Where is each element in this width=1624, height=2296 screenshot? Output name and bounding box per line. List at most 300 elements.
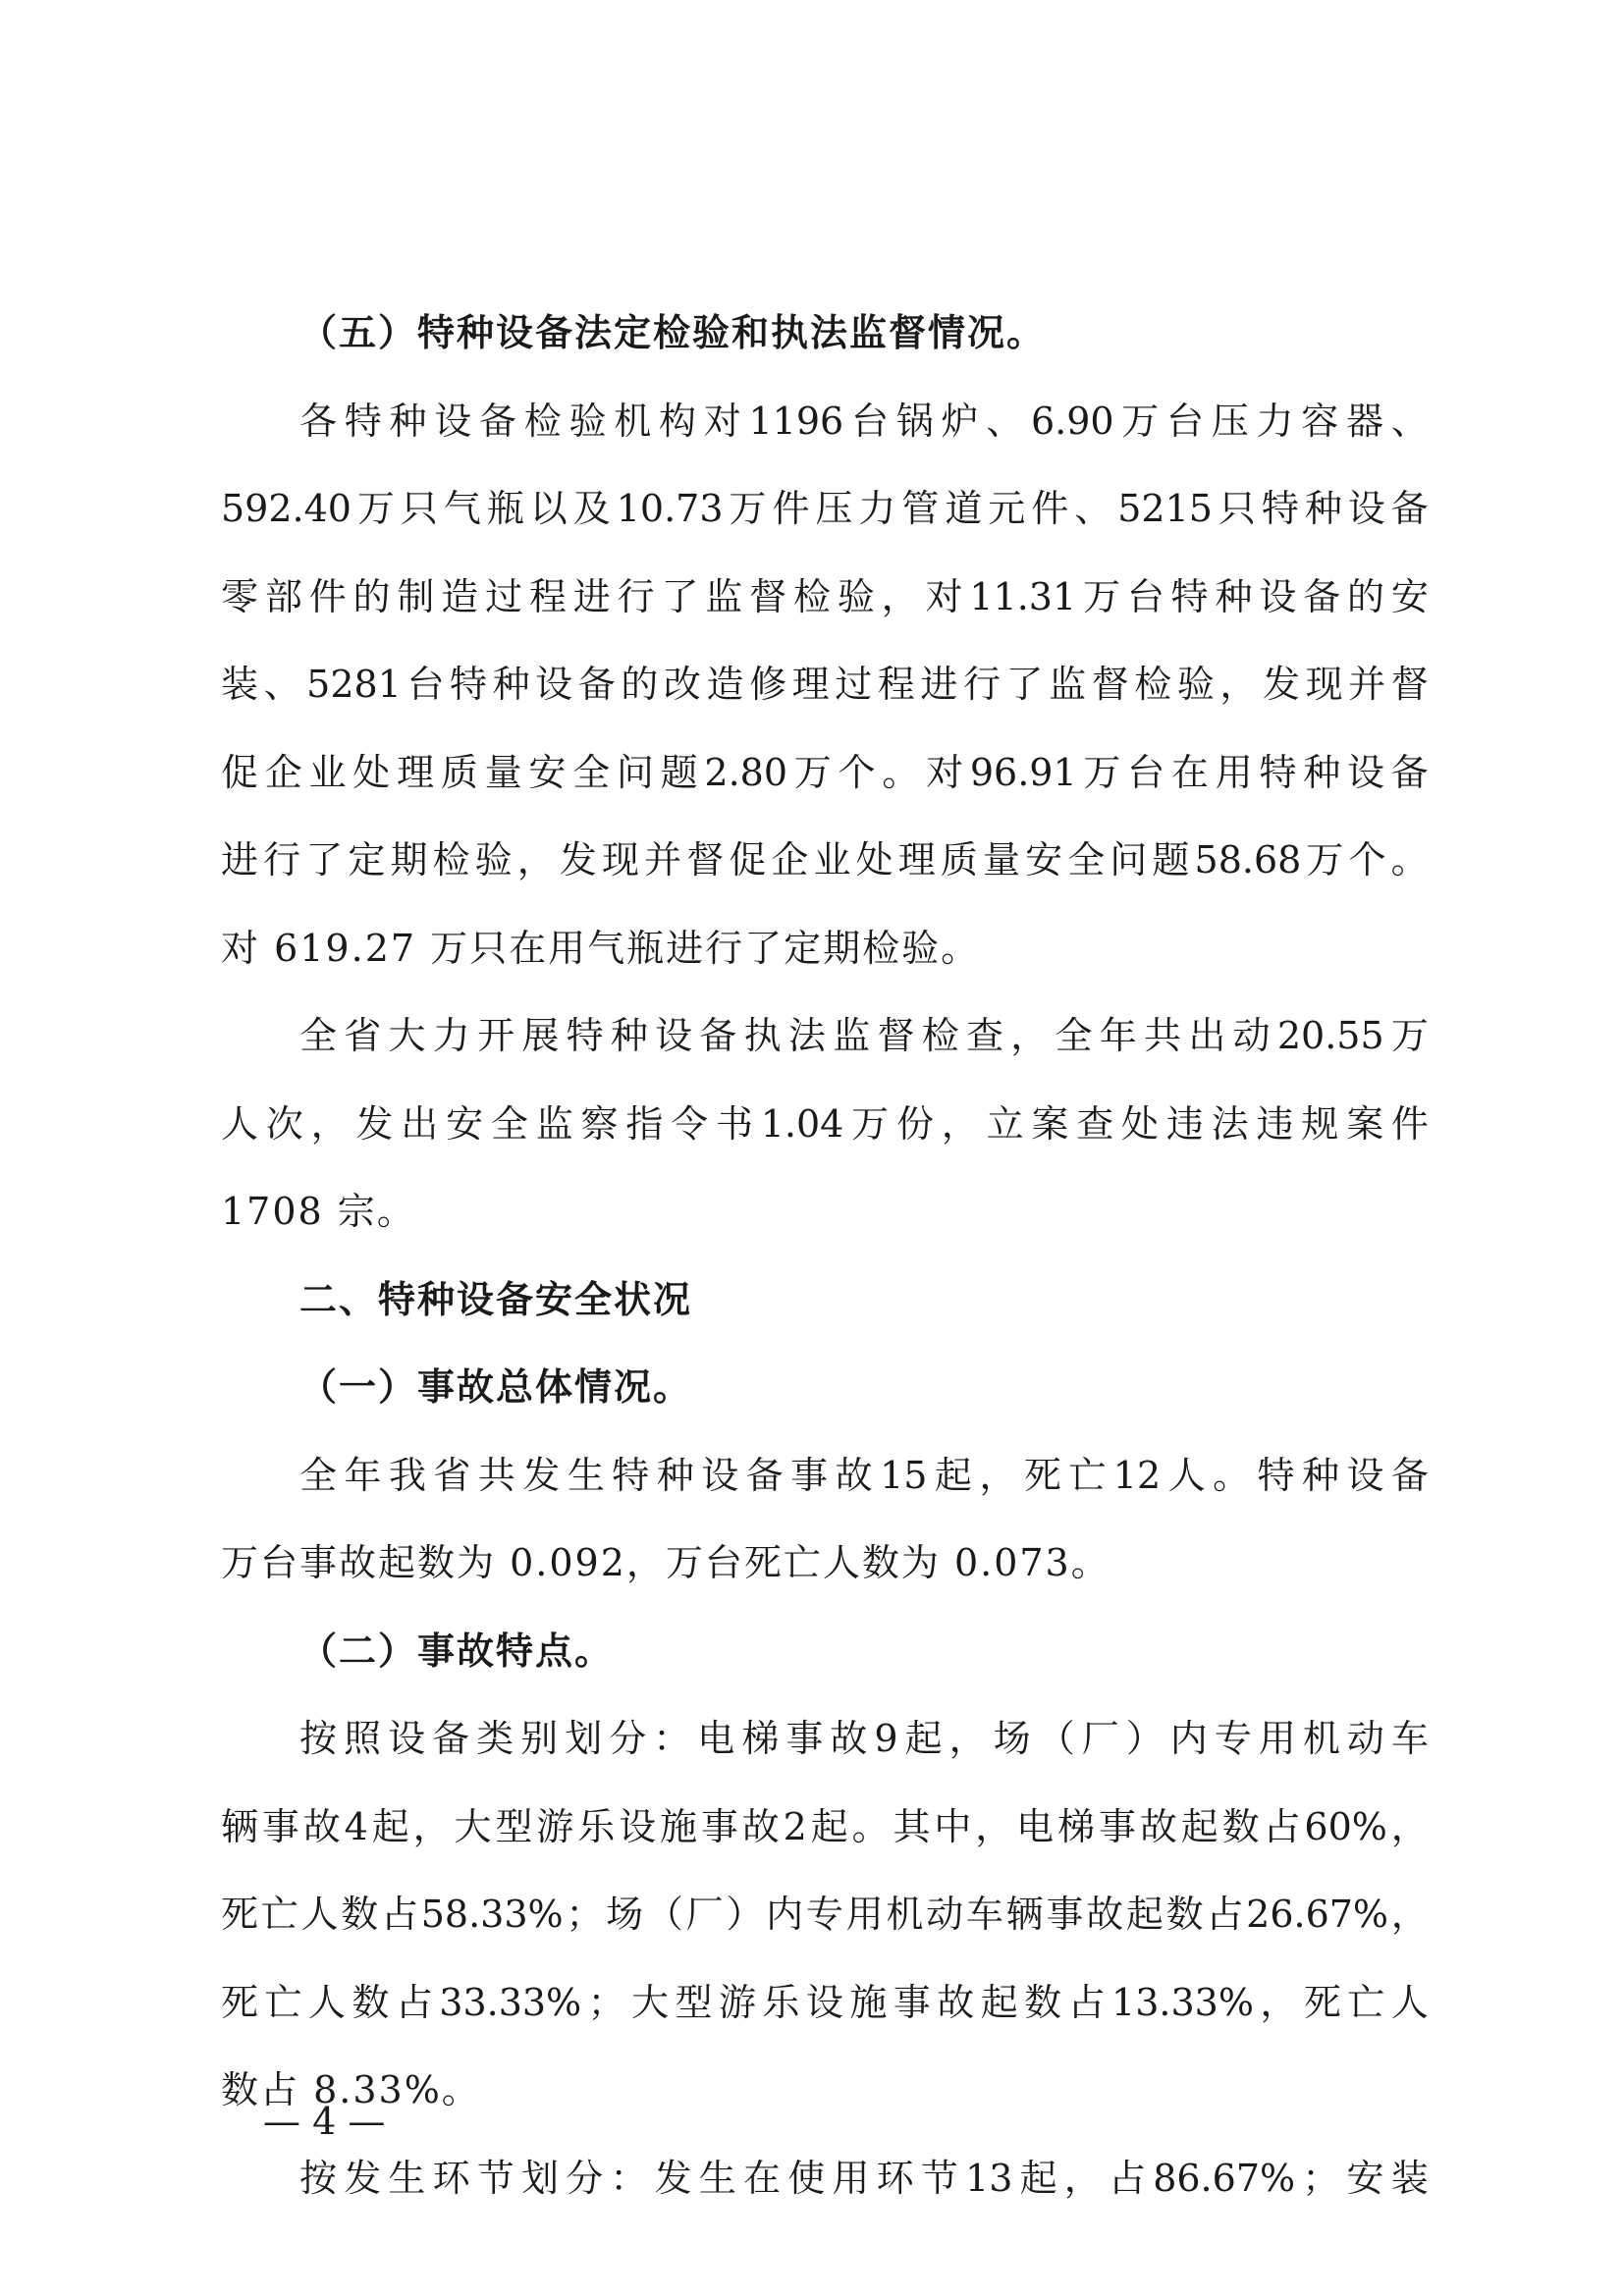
text-glyph: 万 [851, 1101, 890, 1146]
text-glyph: ， [516, 838, 555, 881]
text-glyph: 大 [388, 1014, 426, 1057]
paragraph-line [221, 1871, 1429, 1959]
text-glyph: 行 [617, 574, 655, 618]
text-glyph: ） [1125, 1717, 1164, 1760]
paragraph-line [221, 1432, 1429, 1521]
text-glyph: 故 [830, 1717, 868, 1760]
text-glyph: 省 [344, 1014, 382, 1057]
text-glyph: 专 [1214, 1717, 1252, 1760]
text-glyph: 台 [850, 399, 889, 443]
text-glyph: 车 [965, 1893, 1003, 1936]
text-glyph: 游 [718, 1980, 756, 2024]
subsection-heading-one: （一）事故总体情况。 [299, 1365, 693, 1409]
text-glyph: 问 [1110, 838, 1148, 881]
paragraph-line [221, 554, 1429, 642]
text-glyph: 用 [832, 2156, 870, 2200]
text-glyph: 促 [221, 750, 259, 794]
text-glyph: ， [1219, 663, 1258, 706]
text-glyph: 占 [1263, 1804, 1301, 1848]
text-glyph: 起 [371, 1804, 409, 1848]
text-glyph: 改 [663, 663, 701, 706]
text-glyph: 备 [432, 1717, 470, 1760]
text-glyph: 督 [1091, 663, 1129, 706]
text-glyph: 5281 [306, 663, 402, 706]
page-number: — 4 — [263, 2100, 386, 2143]
section-heading-five: （五）特种设备法定检验和执法监督情况。 [299, 311, 1047, 354]
text-glyph: 造 [706, 663, 744, 706]
text-glyph: 查 [965, 1014, 1003, 1057]
text-glyph: 容 [1301, 399, 1339, 443]
text-glyph: ， [975, 1804, 1013, 1848]
text-glyph: 备 [1390, 750, 1429, 794]
text-glyph: 1196 [748, 399, 844, 443]
text-glyph: 人 [1167, 1453, 1206, 1497]
text-glyph: 力 [1256, 399, 1294, 443]
paragraph-line [221, 1081, 1429, 1169]
text-glyph: 起 [1125, 1893, 1164, 1936]
text-glyph: 并 [1348, 663, 1386, 706]
paragraph-line [221, 378, 1429, 466]
text-glyph: 万 [1390, 1014, 1429, 1057]
text-glyph: 备 [577, 663, 616, 706]
text-glyph: 数 [352, 1980, 390, 2024]
text-glyph: 定 [348, 838, 386, 881]
text-glyph: 备 [479, 399, 517, 443]
text-glyph: 592.40 [221, 487, 352, 530]
text-glyph: 了 [661, 574, 699, 618]
text-glyph: 及 [572, 487, 611, 530]
text-glyph: 理 [397, 750, 435, 794]
text-glyph: 人 [307, 1980, 346, 2024]
text-glyph: 死 [1023, 1453, 1061, 1497]
text-glyph: ， [948, 1717, 987, 1760]
text-glyph: 备 [1390, 1453, 1429, 1497]
text-glyph: 法 [1211, 1101, 1249, 1146]
text-glyph: 查 [1076, 1101, 1114, 1146]
text-glyph: 质 [940, 838, 978, 881]
text-glyph: 设 [535, 663, 573, 706]
paragraph-line [221, 1959, 1429, 2048]
text-glyph: 事 [1098, 1804, 1136, 1848]
text-glyph: 验 [1176, 663, 1215, 706]
text-glyph: 内 [766, 1893, 804, 1936]
text-glyph: 施 [849, 1980, 888, 2024]
text-glyph: 题 [660, 750, 698, 794]
text-glyph: 故 [1086, 1893, 1124, 1936]
text-glyph: 装 [1390, 2156, 1429, 2200]
text-glyph: （ [1037, 1717, 1075, 1760]
text-glyph: 设 [388, 1717, 426, 1760]
text-glyph: 对 [703, 399, 741, 443]
text-glyph: ， [1260, 1980, 1298, 2024]
paragraph-line [221, 729, 1429, 818]
text-glyph: 2.80 [704, 750, 788, 794]
text-glyph: 现 [1305, 663, 1343, 706]
text-glyph: 理 [791, 663, 830, 706]
text-glyph: 厂 [1081, 1717, 1119, 1760]
text-glyph: 台 [1127, 750, 1165, 794]
text-glyph: 13.33% [1111, 1980, 1254, 2024]
text-glyph: 业 [308, 750, 347, 794]
text-glyph: 事 [1046, 1893, 1084, 1936]
paragraph-line: 数占 8.33%。 [221, 2068, 481, 2111]
text-glyph: 26.67% [1246, 1893, 1389, 1936]
text-glyph: 种 [1303, 750, 1341, 794]
text-glyph: 万 [356, 487, 395, 530]
text-glyph: 特 [566, 1014, 604, 1057]
text-glyph: 年 [1099, 1014, 1137, 1057]
text-glyph: 全 [299, 1453, 338, 1497]
text-glyph: 乐 [577, 1804, 616, 1848]
text-glyph: 检 [921, 1014, 959, 1057]
text-glyph: 万 [1082, 574, 1120, 618]
text-glyph: 企 [264, 750, 302, 794]
text-glyph: 装 [221, 663, 259, 706]
paragraph-line [221, 817, 1429, 905]
text-glyph: 违 [1256, 1101, 1294, 1146]
text-glyph: 的 [621, 663, 659, 706]
text-glyph: 6.90 [1030, 399, 1114, 443]
text-glyph: 只 [1218, 487, 1256, 530]
text-glyph: 质 [440, 750, 478, 794]
text-glyph: 按 [299, 2156, 338, 2200]
paragraph-line [221, 465, 1429, 554]
text-glyph: 量 [484, 750, 522, 794]
text-glyph: 特 [1259, 750, 1297, 794]
paragraph-line: 1708 宗。 [221, 1190, 416, 1233]
text-glyph: 全 [490, 1101, 528, 1146]
text-glyph: 12 [1112, 1453, 1162, 1497]
text-glyph: 案 [1031, 1101, 1069, 1146]
text-glyph: 元 [988, 487, 1026, 530]
text-glyph: 故 [741, 1804, 780, 1848]
text-glyph: 亡 [1068, 1453, 1107, 1497]
text-glyph: 数 [1221, 1804, 1260, 1848]
paragraph-line: 对 619.27 万只在用气瓶进行了定期检验。 [221, 926, 981, 970]
text-glyph: 设 [434, 399, 472, 443]
text-glyph: 题 [1152, 838, 1190, 881]
text-glyph: 照 [344, 1717, 382, 1760]
text-glyph: 86.67% [1153, 2156, 1296, 2200]
text-glyph: 份 [895, 1101, 934, 1146]
text-glyph: 车 [1390, 1717, 1429, 1760]
text-glyph: 出 [1188, 1014, 1226, 1057]
text-glyph: 数 [1165, 1893, 1204, 1936]
text-glyph: 用 [1258, 1717, 1296, 1760]
text-glyph: 动 [1232, 1014, 1271, 1057]
text-glyph: 、 [1390, 399, 1429, 443]
text-glyph: 划 [521, 2156, 560, 2200]
text-glyph: 造 [441, 574, 479, 618]
text-glyph: 起 [980, 1980, 1018, 2024]
text-glyph: 划 [565, 1717, 603, 1760]
text-glyph: 万 [1083, 750, 1121, 794]
text-glyph: 进 [920, 663, 958, 706]
text-glyph: 亡 [260, 1893, 298, 1936]
text-glyph: 特 [612, 1453, 650, 1497]
text-glyph: 节 [920, 2156, 958, 2200]
text-glyph: 发 [355, 1101, 394, 1146]
text-glyph: 特 [450, 663, 488, 706]
text-glyph: 的 [1347, 574, 1385, 618]
text-glyph: 问 [616, 750, 654, 794]
paragraph-line [221, 1784, 1429, 1872]
text-glyph: 施 [659, 1804, 697, 1848]
text-glyph: 特 [344, 399, 382, 443]
text-glyph: 环 [432, 2156, 470, 2200]
text-glyph: 促 [729, 838, 767, 881]
text-glyph: ， [1390, 1893, 1429, 1936]
text-glyph: 锅 [895, 399, 934, 443]
text-glyph: 安 [528, 750, 567, 794]
text-glyph: 道 [945, 487, 983, 530]
text-glyph: 动 [1346, 1717, 1384, 1760]
text-glyph: 在 [743, 2156, 782, 2200]
text-glyph: 处 [1121, 1101, 1160, 1146]
text-glyph: 督 [686, 838, 725, 881]
text-glyph: 型 [675, 1980, 713, 2024]
text-glyph: 备 [745, 1453, 784, 1497]
text-glyph: 检 [1134, 663, 1172, 706]
text-glyph: 程 [877, 663, 915, 706]
text-glyph: 过 [485, 574, 523, 618]
text-glyph: 对 [926, 750, 964, 794]
document-body [221, 290, 1429, 2222]
text-glyph: 处 [352, 750, 391, 794]
text-glyph: 设 [805, 1980, 843, 2024]
text-glyph: 数 [341, 1893, 379, 1936]
text-glyph: 备 [699, 1014, 737, 1057]
text-glyph: 验 [474, 838, 513, 881]
text-glyph: 梯 [741, 1717, 780, 1760]
text-glyph: 零 [221, 574, 259, 618]
text-glyph: ： [610, 2156, 648, 2200]
text-glyph: 发 [522, 1453, 561, 1497]
text-glyph: 万 [1306, 838, 1344, 881]
text-glyph: 检 [523, 399, 562, 443]
text-glyph: 修 [749, 663, 787, 706]
text-glyph: 内 [1169, 1717, 1208, 1760]
text-glyph: 设 [701, 1453, 739, 1497]
text-glyph: 安 [1346, 2156, 1384, 2200]
text-glyph: 其 [893, 1804, 931, 1848]
text-glyph: 对 [925, 574, 963, 618]
text-glyph: 了 [1005, 663, 1044, 706]
text-glyph: 设 [619, 1804, 657, 1848]
paragraph-line: 万台事故起数为 0.092，万台死亡人数为 0.073。 [221, 1541, 1110, 1584]
text-glyph: 事 [790, 1453, 829, 1497]
text-glyph: 出 [401, 1101, 439, 1146]
text-glyph: 了 [305, 838, 344, 881]
text-glyph: 别 [520, 1717, 559, 1760]
text-glyph: 炉 [941, 399, 979, 443]
text-glyph: 力 [858, 487, 896, 530]
text-glyph: 60% [1304, 1804, 1387, 1848]
text-glyph: 种 [1304, 487, 1342, 530]
text-glyph: 设 [1259, 574, 1297, 618]
text-glyph: ） [726, 1893, 764, 1936]
text-glyph: 中 [934, 1804, 972, 1848]
text-glyph: 种 [389, 399, 427, 443]
text-glyph: 督 [1390, 663, 1429, 706]
text-glyph: 类 [476, 1717, 514, 1760]
text-glyph: 数 [1024, 1980, 1062, 2024]
text-glyph: 督 [877, 1014, 915, 1057]
text-glyph: 机 [1302, 1717, 1340, 1760]
text-glyph: 动 [926, 1893, 964, 1936]
text-glyph: 件 [1390, 1101, 1429, 1146]
text-glyph: 2 [783, 1804, 807, 1848]
text-glyph: 开 [477, 1014, 515, 1057]
text-glyph: 案 [1346, 1101, 1384, 1146]
text-glyph: ， [941, 1101, 979, 1146]
text-glyph: 事 [893, 1980, 931, 2024]
text-glyph: 理 [897, 838, 936, 881]
text-glyph: 、 [1074, 487, 1112, 530]
text-glyph: 故 [302, 1804, 341, 1848]
text-glyph: 96.91 [969, 750, 1077, 794]
text-glyph: 起 [904, 1717, 943, 1760]
text-glyph: 构 [659, 399, 697, 443]
text-glyph: 验 [568, 399, 607, 443]
text-glyph: 人 [221, 1101, 259, 1146]
text-glyph: 。 [882, 750, 920, 794]
text-glyph: 厂 [685, 1893, 724, 1936]
text-glyph: 大 [454, 1804, 492, 1848]
paragraph-line [221, 992, 1429, 1081]
text-glyph: 环 [876, 2156, 914, 2200]
text-glyph: 5215 [1117, 487, 1213, 530]
text-glyph: 机 [886, 1893, 924, 1936]
text-glyph: ； [566, 1893, 604, 1936]
text-glyph: 设 [655, 1014, 693, 1057]
text-glyph: 11.31 [969, 574, 1077, 618]
text-glyph: 场 [993, 1717, 1031, 1760]
text-glyph: 万 [1121, 399, 1160, 443]
subsection-heading-two: （二）事故特点。 [299, 1629, 615, 1673]
text-glyph: 共 [477, 1453, 515, 1497]
text-glyph: 专 [805, 1893, 843, 1936]
text-glyph: 检 [792, 574, 831, 618]
text-glyph: 死 [1303, 1980, 1341, 2024]
text-glyph: ； [587, 1980, 625, 2024]
text-glyph: （ [645, 1893, 683, 1936]
text-glyph: 特 [1261, 487, 1299, 530]
text-glyph: 安 [446, 1101, 484, 1146]
text-glyph: 规 [1301, 1101, 1339, 1146]
text-glyph: 电 [697, 1717, 735, 1760]
text-glyph: ； [1302, 2156, 1340, 2200]
text-glyph: 书 [715, 1101, 753, 1146]
text-glyph: 制 [397, 574, 435, 618]
text-glyph: 人 [1390, 1980, 1429, 2024]
text-glyph: 、 [986, 399, 1024, 443]
text-glyph: 压 [1211, 399, 1249, 443]
text-glyph: 次 [265, 1101, 303, 1146]
text-glyph: 部 [264, 574, 302, 618]
text-glyph: 以 [529, 487, 568, 530]
text-glyph: 种 [656, 1453, 694, 1497]
text-glyph: 58.68 [1194, 838, 1302, 881]
text-glyph: 生 [567, 1453, 605, 1497]
text-glyph: 节 [476, 2156, 514, 2200]
text-glyph: ， [979, 1453, 1017, 1497]
text-glyph: 瓶 [486, 487, 524, 530]
text-glyph: 现 [601, 838, 639, 881]
text-glyph: 、 [263, 663, 301, 706]
text-glyph: 设 [1347, 487, 1385, 530]
text-glyph: 33.33% [439, 1980, 582, 2024]
text-glyph: 梯 [1057, 1804, 1096, 1848]
text-glyph: 指 [625, 1101, 664, 1146]
text-glyph: 辆 [1005, 1893, 1044, 1936]
text-glyph: 进 [572, 574, 611, 618]
text-glyph: 立 [986, 1101, 1024, 1146]
text-glyph: 特 [1257, 1453, 1295, 1497]
text-glyph: 共 [1144, 1014, 1182, 1057]
text-glyph: 全 [1067, 838, 1106, 881]
text-glyph: 设 [1346, 1453, 1384, 1497]
text-glyph: 58.33% [420, 1893, 564, 1936]
text-glyph: 游 [536, 1804, 574, 1848]
text-glyph: 备 [1303, 574, 1341, 618]
text-glyph: 占 [381, 1893, 419, 1936]
text-glyph: 场 [606, 1893, 644, 1936]
text-glyph: ， [412, 1804, 451, 1848]
section-heading-two: 二、特种设备安全状况 [299, 1277, 693, 1321]
text-glyph: 并 [644, 838, 682, 881]
text-glyph: 故 [835, 1453, 873, 1497]
text-glyph: 执 [743, 1014, 782, 1057]
text-glyph: 我 [388, 1453, 426, 1497]
text-glyph: 起 [1019, 2156, 1057, 2200]
text-glyph: 各 [299, 399, 338, 443]
text-glyph: 察 [580, 1101, 619, 1146]
text-glyph: 特 [1170, 574, 1209, 618]
text-glyph: 死 [221, 1980, 259, 2024]
text-glyph: 个 [1348, 838, 1386, 881]
text-glyph: ， [1010, 1014, 1049, 1057]
text-glyph: 用 [1215, 750, 1253, 794]
text-glyph: 备 [1390, 487, 1429, 530]
text-glyph: 种 [492, 663, 530, 706]
text-glyph: 监 [1049, 663, 1087, 706]
text-glyph: 件 [308, 574, 347, 618]
text-glyph: 按 [299, 1717, 338, 1760]
text-glyph: 气 [443, 487, 481, 530]
text-glyph: 万 [729, 487, 767, 530]
text-glyph: 发 [1263, 663, 1301, 706]
text-glyph: 在 [1170, 750, 1209, 794]
text-glyph: 电 [1016, 1804, 1055, 1848]
text-glyph: 人 [300, 1893, 339, 1936]
text-glyph: 检 [432, 838, 470, 881]
text-glyph: 20.55 [1276, 1014, 1384, 1057]
text-glyph: 辆 [221, 1804, 259, 1848]
text-glyph: 个 [838, 750, 876, 794]
text-glyph: 机 [614, 399, 652, 443]
text-glyph: 件 [1031, 487, 1069, 530]
paragraph-line [221, 1695, 1429, 1784]
text-glyph: 10.73 [616, 487, 724, 530]
text-glyph: 事 [700, 1804, 738, 1848]
text-glyph: 期 [390, 838, 428, 881]
text-glyph: 种 [610, 1014, 648, 1057]
text-glyph: 年 [344, 1453, 382, 1497]
text-glyph: 分 [609, 1717, 647, 1760]
text-glyph: 起 [1180, 1804, 1218, 1848]
text-glyph: 企 [771, 838, 809, 881]
